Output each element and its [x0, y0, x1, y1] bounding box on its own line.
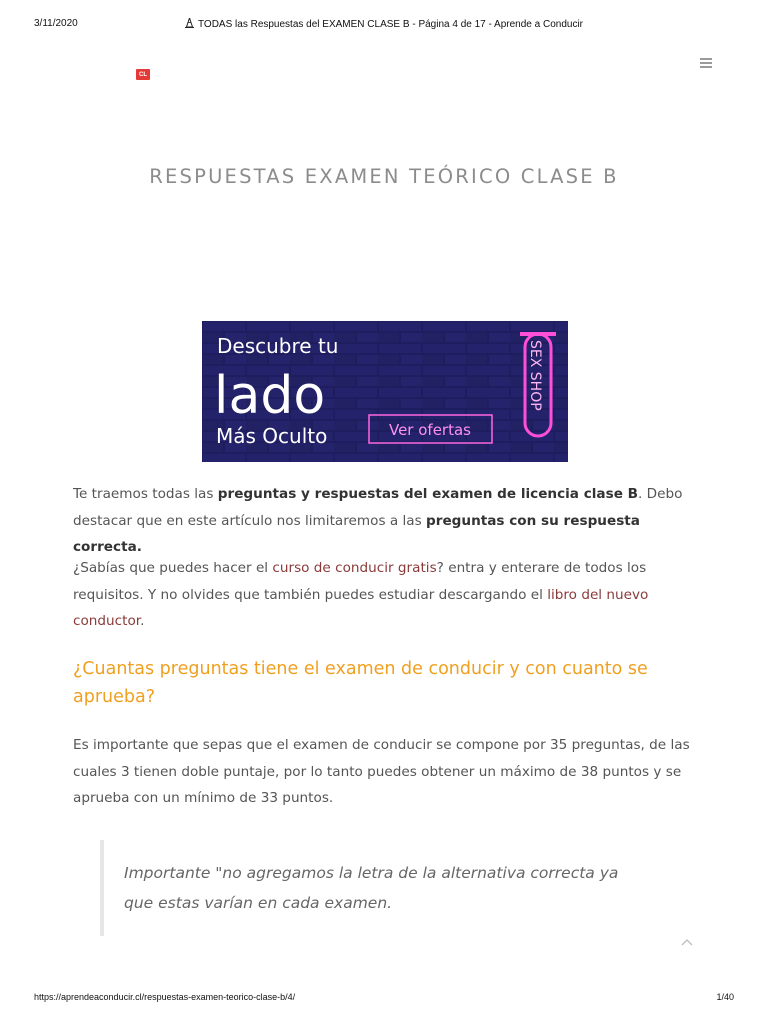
banner-line2: lado: [214, 366, 326, 426]
driver-book-link[interactable]: libro del nuevo conductor: [73, 586, 649, 629]
print-title-row: [0, 18, 768, 30]
section-heading: ¿Cuantas preguntas tiene el examen de conducir y con cuanto se aprueba?: [73, 659, 648, 707]
course-text-2: ? entra y enterare de todos los requisitos. Y no olvides que también puedes estudiar descargando el: [73, 560, 647, 603]
banner-cta-label: Ver ofertas: [388, 421, 472, 439]
ad-banner[interactable]: [202, 321, 568, 462]
site-logo-badge[interactable]: CL: [136, 69, 150, 80]
course-paragraph: [73, 555, 695, 635]
course-text-1: ¿Sabías que puedes hacer el: [73, 560, 273, 576]
traffic-cone-icon: [185, 18, 194, 28]
intro-text-1: Te traemos todas las: [73, 486, 218, 502]
intro-paragraph: [73, 481, 695, 561]
intro-bold-2: preguntas con su respuesta correcta.: [73, 512, 640, 555]
neon-sign-text: SEX SHOP: [527, 340, 543, 411]
print-page-number: 1/40: [716, 992, 734, 1002]
banner-line3: Más Oculto: [216, 424, 328, 448]
course-text-3: .: [140, 613, 145, 629]
print-title: TODAS las Respuestas del EXAMEN CLASE B - Página 4 de 17 - Aprende a Conducir: [197, 19, 583, 30]
chevron-up-icon[interactable]: [681, 933, 693, 943]
hamburger-menu-icon[interactable]: [700, 58, 714, 70]
exam-info-paragraph: Es importante que sepas que el examen de conducir se compone por 35 preguntas, de las cuales 3 tienen doble puntaje, por lo tanto puedes obtener un máximo de 38 puntos y se aprueba con un mínimo de 33 puntos.: [73, 737, 690, 806]
important-quote: Importante "no agregamos la letra de la alternativa correcta ya que estas varían en cada examen.: [100, 840, 630, 936]
free-course-link[interactable]: curso de conducir gratis: [272, 560, 437, 576]
print-header: [0, 18, 768, 34]
print-date: 3/11/2020: [34, 18, 78, 29]
print-url: https://aprendeaconducir.cl/respuestas-examen-teorico-clase-b/4/: [34, 992, 296, 1002]
banner-line1: Descubre tu: [217, 334, 339, 358]
banner-graphic: [202, 321, 568, 462]
page-title: RESPUESTAS EXAMEN TEÓRICO CLASE B: [149, 165, 619, 188]
intro-bold-1: preguntas y respuestas del examen de licencia clase B: [217, 486, 639, 502]
intro-text-2: . Debo destacar que en este artículo nos limitaremos a las: [73, 486, 683, 529]
